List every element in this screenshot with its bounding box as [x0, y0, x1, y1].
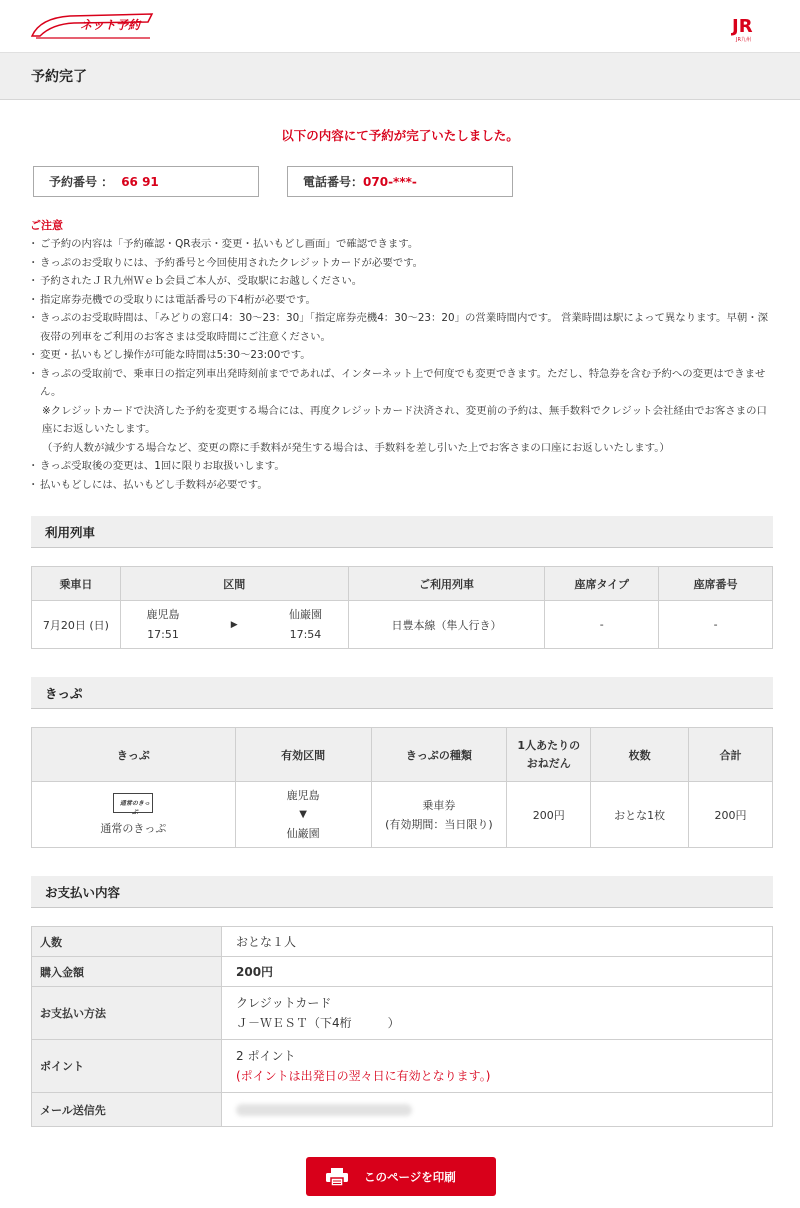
col-header-total: 合計: [689, 728, 773, 782]
arrow-right-icon: ▶: [230, 619, 238, 630]
note-item: ・ きっぷのお受取りには、予約番号と今回使用されたクレジットカードが必要です。: [30, 254, 770, 273]
note-sub-item: （予約人数が減少する場合など、変更の際に手数料が発生する場合は、手数料を差し引いた上でお客さまの口座にお返しいたします。）: [42, 441, 670, 454]
table-row: [32, 927, 773, 957]
phone-number-label: 電話番号：: [303, 175, 364, 189]
table-row: [32, 601, 773, 649]
email-label: メール送信先: [32, 1093, 222, 1127]
col-header-seat-type: 座席タイプ: [545, 567, 659, 601]
col-header-count: 枚数: [591, 728, 689, 782]
valid-to: 仙巌園: [286, 827, 320, 840]
table-row: [32, 1093, 773, 1127]
note-item: ・ ご予約の内容は「予約確認・QR表示・変更・払いもどし画面」で確認できます。: [30, 235, 770, 254]
ticket-type-cell: [371, 782, 507, 848]
amount-label: 購入金額: [32, 957, 222, 987]
valid-from: 鹿児島: [286, 789, 320, 802]
note-item: ・ 払いもどしには、払いもどし手数料が必要です。: [30, 476, 770, 495]
table-row: [32, 1040, 773, 1093]
note-sub-item: ※クレジットカードで決済した予約を変更する場合には、再度クレジットカード決済され、変更前の予約は、無手数料でクレジット会社経由でお客さまの口座にお返しいたします。: [42, 404, 767, 435]
card-info: Ｊ－ＷＥＳＴ（下4桁 ）: [236, 1016, 400, 1030]
ticket-name: 通常のきっぷ: [100, 822, 167, 835]
ticket-cell: [32, 782, 236, 848]
to-time: 17:54: [289, 627, 322, 641]
col-header-seat-number: 座席番号: [659, 567, 773, 601]
train-name: 日豊本線（隼人行き）: [348, 601, 545, 649]
page-title: 予約完了: [31, 69, 87, 85]
phone-number-value: 070-***-: [363, 174, 417, 189]
payment-method-cell: [222, 987, 773, 1040]
ticket-icon: 通常のきっぷ: [113, 793, 153, 813]
print-page-button[interactable]: [306, 1157, 496, 1196]
price-per-person: 200円: [507, 782, 591, 848]
note-item: ・ きっぷの受取前で、乗車日の指定列車出発時刻前までであれば、インターネット上で何度でも変更できます。ただし、特急券を含む予約への変更はできません。: [30, 365, 770, 402]
completion-message: 以下の内容にて予約が完了いたしました。: [281, 128, 519, 143]
note-item: ・ 予約されたＪＲ九州Ｗｅｂ会員ご本人が、受取駅にお越しください。: [30, 272, 770, 291]
table-row: [32, 987, 773, 1040]
note-item: ・ 指定席券売機での受取りには電話番号の下4桁が必要です。: [30, 291, 770, 310]
email-redacted: [236, 1104, 412, 1116]
col-header-ticket: きっぷ: [32, 728, 236, 782]
ticket-section-heading: きっぷ: [31, 677, 773, 709]
col-header-valid-section: 有効区間: [235, 728, 371, 782]
table-row: [32, 957, 773, 987]
note-item: ・ 変更・払いもどし操作が可能な時間は5:30～23:00です。: [30, 346, 770, 365]
train-section-heading: 利用列車: [31, 516, 773, 548]
reservation-number-box: [33, 166, 259, 197]
notes-list: [30, 235, 770, 494]
payment-table: [31, 926, 773, 1127]
train-table: [31, 566, 773, 649]
points-label: ポイント: [32, 1040, 222, 1093]
email-value: [222, 1093, 773, 1127]
phone-number-box: [287, 166, 513, 197]
points-note: (ポイントは出発日の翌々日に有効となります。): [236, 1069, 491, 1083]
ticket-total: 200円: [689, 782, 773, 848]
ticket-table: [31, 727, 773, 848]
payment-section-heading: お支払い内容: [31, 876, 773, 908]
payment-method: クレジットカード: [236, 996, 332, 1010]
note-item: ・ きっぷのお受取時間は、「みどりの窓口4：30～23：30」「指定席券売機4：30～23：20」の営業時間内です。 営業時間は駅によって異なります。早朝・深夜帯の列車をご利用のお客さまは受取時間にご注意ください。: [30, 309, 770, 346]
top-bar: [0, 0, 800, 52]
notes-title: ご注意: [30, 219, 63, 232]
points-cell: [222, 1040, 773, 1093]
svg-text:JR: JR: [732, 16, 753, 37]
net-reservation-logo[interactable]: [30, 12, 154, 40]
from-time: 17:51: [147, 627, 179, 641]
printer-icon: [326, 1168, 348, 1186]
points-value: 2 ポイント: [236, 1049, 296, 1063]
ticket-validity: (有効期間：当日限り): [385, 817, 493, 831]
people-label: 人数: [32, 927, 222, 957]
page-title-bar: [0, 52, 800, 100]
col-header-ticket-type: きっぷの種類: [371, 728, 507, 782]
col-header-price-per-person: 1人あたりの おねだん: [507, 728, 591, 782]
ticket-type: 乗車券: [422, 798, 456, 812]
note-item: ・ きっぷ受取後の変更は、1回に限りお取扱いします。: [30, 457, 770, 476]
from-station: 鹿児島: [146, 607, 180, 621]
print-button-label: このページを印刷: [364, 1171, 456, 1184]
jr-kyushu-logo[interactable]: [730, 12, 762, 44]
payment-method-label: お支払い方法: [32, 987, 222, 1040]
notes-section: [30, 217, 770, 494]
boarding-date: 7月20日 (日): [32, 601, 121, 649]
svg-text:ネット予約: ネット予約: [80, 18, 141, 32]
people-value: おとな１人: [222, 927, 773, 957]
reservation-number-label: 予約番号 ：: [49, 175, 114, 189]
seat-number: -: [659, 601, 773, 649]
route-cell: [120, 601, 348, 649]
reservation-number-value: 66 91: [121, 174, 159, 189]
col-header-date: 乗車日: [32, 567, 121, 601]
amount-value: 200円: [222, 957, 773, 987]
ticket-count: おとな1枚: [591, 782, 689, 848]
valid-section-cell: [235, 782, 371, 848]
col-header-route: 区間: [120, 567, 348, 601]
to-station: 仙巌園: [288, 607, 322, 621]
arrow-down-icon: ▼: [299, 809, 307, 820]
seat-type: -: [545, 601, 659, 649]
reservation-info: [33, 166, 800, 197]
table-row: [32, 782, 773, 848]
col-header-train: ご利用列車: [348, 567, 545, 601]
svg-text:JR九州: JR九州: [736, 37, 751, 43]
